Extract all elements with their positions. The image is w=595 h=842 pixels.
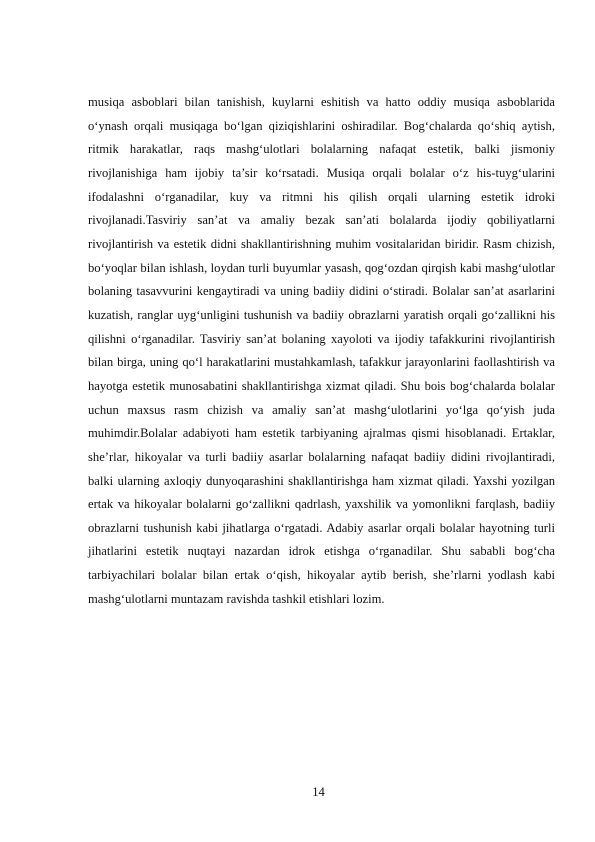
body-paragraph: musiqa asboblari bilan tanishish, kuylarni eshitish va hatto oddiy musiqa asboblarida o‘ynash orqali musiqaga bo‘lgan qiziqishlarini oshiradilar. Bog‘chalarda qo‘shiq aytish, ritmik harakatlar, raqs mashg‘ulotlari bolalarning nafaqat estetik, balki jismoniy rivojlanishiga ham ijobiy ta’sir ko‘rsatadi. Musiqa orqali bolalar o‘z his-tuyg‘ularini ifodalashni o‘rganadilar, kuy va ritmni his qilish orqali ularning estetik idroki rivojlanadi.Tasviriy san’at va amaliy bezak san’ati bolalarda ijodiy qobiliyatlarni rivojlantirish va estetik didni shakllantirishning muhim vositalaridan biridir. Rasm chizish, bo‘yoqlar bilan ishlash, loydan turli buyumlar yasash, qog‘ozdan qirqish kabi mashg‘ulotlar bolaning tasavvurini kengaytiradi va uning badiiy didini o‘stiradi. Bolalar san’at asarlarini kuzatish, ranglar uyg‘unligini tushunish va badiiy obrazlarni yaratish orqali go‘zallikni his qilishni o‘rganadilar. Tasviriy san’at bolaning xayoloti va ijodiy tafakkurini rivojlantirish bilan birga, uning qo‘l harakatlarini mustahkamlash, tafakkur jarayonlarini faollashtirish va hayotga estetik munosabatini shakllantirishga xizmat qiladi. Shu bois bog‘chalarda bolalar uchun maxsus rasm chizish va amaliy san’at mashg‘ulotlarini yo‘lga qo‘yish juda muhimdir.Bolalar adabiyoti ham estetik tarbiyaning ajralmas qismi hisoblanadi. Ertaklar, she’rlar, hikoyalar va turli badiiy asarlar bolalarning nafaqat badiiy didini rivojlantiradi, balki ularning axloqiy dunyoqarashini shakllantirishga ham xizmat qiladi. Yaxshi yozilgan ertak va hikoyalar bolalarni go‘zallikni qadrlash, yaxshilik va yomonlikni farqlash, badiiy obrazlarni tushunish kabi jihatlarga o‘rgatadi. Adabiy asarlar orqali bolalar hayotning turli jihatlarini estetik nuqtayi nazardan idrok etishga o‘rganadilar. Shu sababli bog‘cha tarbiyachilari bolalar bilan ertak o‘qish, hikoyalar aytib berish, she’rlarni yodlash kabi mashg‘ulotlarni muntazam ravishda tashkil etishlari lozim. xyxy=(88,95,555,606)
page-number: 14 xyxy=(312,785,325,799)
